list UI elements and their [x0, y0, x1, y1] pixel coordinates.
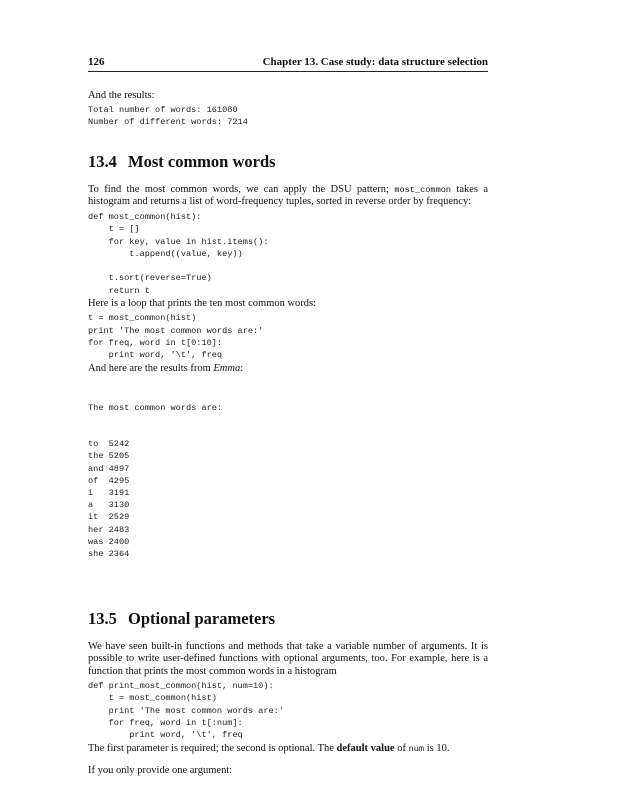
code-block-loop	[88, 312, 488, 361]
result-row	[88, 450, 488, 462]
code-line: for freq, word in t[:num]:	[88, 718, 243, 729]
output-line: Total number of words: 161080	[88, 104, 238, 115]
result-row	[88, 487, 488, 499]
code-line: t = most_common(hist)	[88, 693, 217, 704]
result-word: she	[88, 549, 104, 560]
paragraph	[88, 184, 488, 209]
result-word: a	[88, 500, 94, 511]
result-freq: 5205	[108, 451, 130, 462]
result-freq: 3130	[108, 500, 130, 511]
code-line: print 'The most common words are:'	[88, 325, 264, 336]
section-number: 13.5	[88, 608, 117, 628]
result-row	[88, 548, 488, 560]
code-block-most-common	[88, 211, 488, 297]
result-word: the	[88, 451, 104, 462]
result-freq: 2364	[108, 549, 130, 560]
result-freq: 4295	[108, 475, 130, 486]
header-rule	[88, 71, 488, 72]
result-freq: 2400	[108, 536, 130, 547]
output-line: Number of different words: 7214	[88, 116, 248, 127]
results-header: The most common words are:	[88, 402, 223, 413]
last-line: If you only provide one argument:	[88, 765, 233, 777]
code-line: t = []	[88, 224, 140, 235]
paragraph-text: is 10.	[424, 742, 450, 754]
section-heading	[88, 152, 488, 172]
section-number: 13.4	[88, 151, 117, 171]
paragraph-text: :	[240, 362, 244, 374]
results-table	[88, 377, 488, 584]
results-rows	[88, 438, 488, 560]
result-row	[88, 536, 488, 548]
paragraph-text: And here are the results from	[88, 362, 214, 374]
section-title: Most common words	[128, 151, 276, 171]
code-line: t = most_common(hist)	[88, 313, 197, 324]
inline-code: most_common	[394, 184, 452, 195]
result-word: was	[88, 536, 104, 547]
result-word: her	[88, 524, 104, 535]
paragraph-text: The first parameter is required; the second is optional. The	[88, 742, 337, 754]
code-line: return t	[88, 285, 150, 296]
result-word: to	[88, 439, 99, 450]
code-line	[88, 260, 488, 272]
code-line: print word, '\t', freq	[88, 730, 243, 741]
code-line: t.append((value, key))	[88, 248, 243, 259]
paragraph-text: of	[394, 742, 409, 754]
paragraph-text: To find the most common words, we can apply the DSU pattern;	[88, 183, 395, 195]
section-heading	[88, 609, 488, 629]
result-freq: 2483	[108, 524, 130, 535]
result-row	[88, 438, 488, 450]
result-word: of	[88, 475, 99, 486]
loop-intro: Here is a loop that prints the ten most common words:	[88, 297, 317, 309]
inline-code: num	[408, 743, 425, 754]
code-line: print 'The most common words are:'	[88, 705, 284, 716]
term-bold: default value	[336, 742, 395, 754]
result-freq: 4897	[108, 463, 130, 474]
running-head	[88, 54, 488, 70]
code-line: print word, '\t', freq	[88, 350, 223, 361]
page	[88, 54, 488, 778]
code-line: t.sort(reverse=True)	[88, 273, 212, 284]
book-title: Emma	[213, 362, 241, 374]
result-freq: 5242	[108, 439, 130, 450]
result-freq: 2529	[108, 512, 130, 523]
results-intro	[88, 363, 488, 376]
result-row	[88, 511, 488, 523]
result-word: and	[88, 463, 104, 474]
results-output	[88, 104, 488, 128]
result-row	[88, 475, 488, 487]
result-row	[88, 524, 488, 536]
result-row	[88, 499, 488, 511]
code-line: def most_common(hist):	[88, 211, 202, 222]
result-word: i	[88, 488, 94, 498]
results-label: And the results:	[88, 90, 155, 101]
paragraph: We have seen built-in functions and methods that take a variable number of arguments. It is possible to write user-defined functions with optional arguments, too. For example, here is a function that prints the most common words in a histogram	[88, 640, 488, 677]
result-freq: 3191	[108, 488, 130, 498]
code-line: def print_most_common(hist, num=10):	[88, 681, 274, 692]
code-block-print-most-common	[88, 680, 488, 741]
section-title: Optional parameters	[128, 608, 276, 628]
default-value-paragraph	[88, 743, 488, 756]
paragraph-text: takes a histogram and returns a list of word-frequency tuples, sorted in reverse order by frequency:	[88, 183, 488, 208]
code-line: for freq, word in t[0:10]:	[88, 338, 223, 349]
code-line: for key, value in hist.items():	[88, 236, 269, 247]
result-word: it	[88, 512, 99, 523]
page-number: 126	[88, 56, 105, 68]
chapter-title: Chapter 13. Case study: data structure selection	[262, 56, 488, 68]
result-row	[88, 463, 488, 475]
